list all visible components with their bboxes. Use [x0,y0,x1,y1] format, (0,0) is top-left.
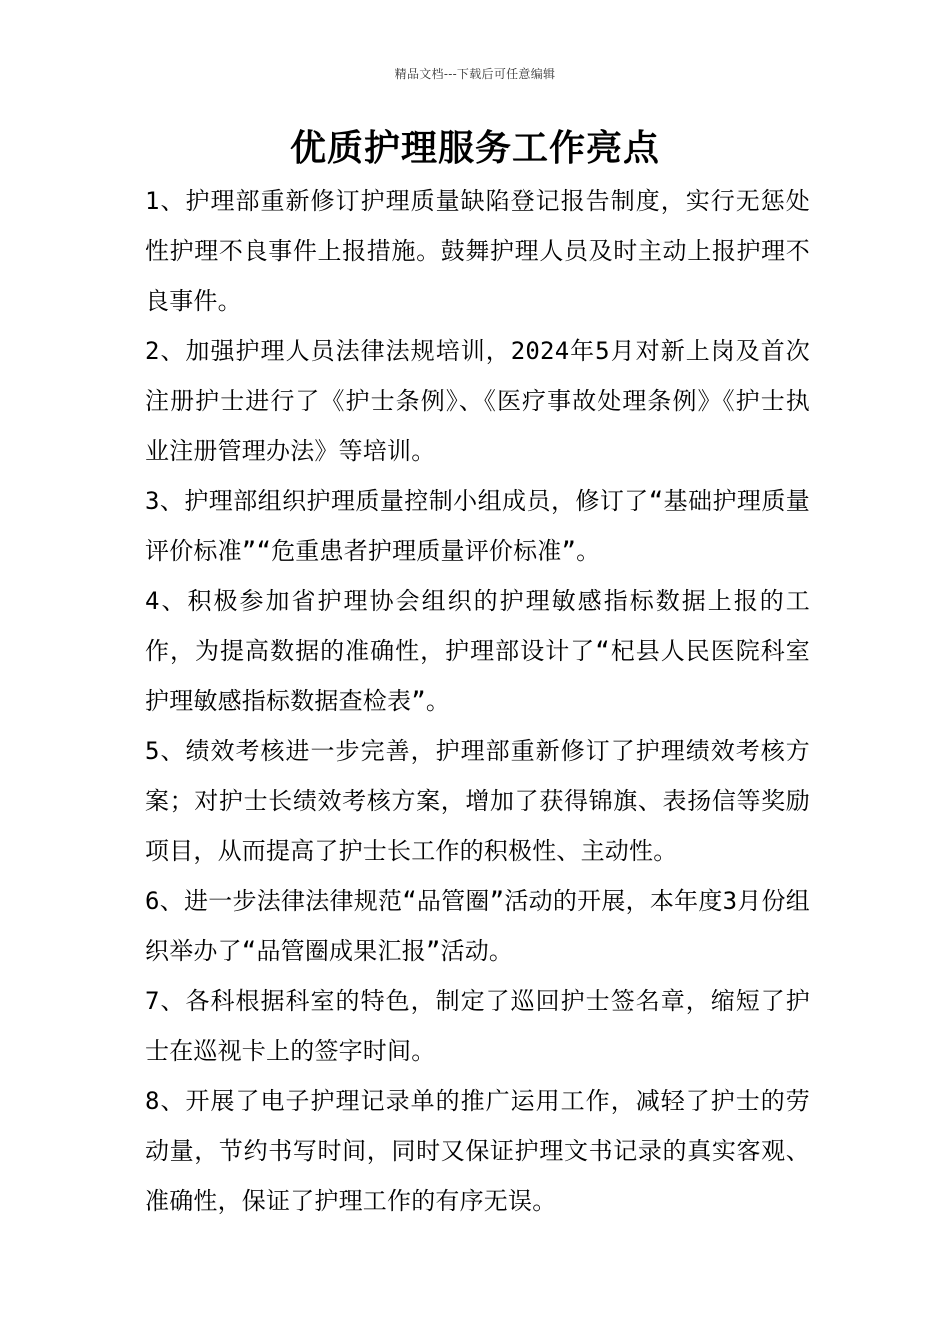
page-header: 精品文档---下载后可任意编辑 [394,67,556,81]
page-title: 优质护理服务工作亮点 [289,127,660,169]
list-item: 5、绩效考核进一步完善，护理部重新修订了护理绩效考核方案；对护士长绩效考核方案，增加了获得锦旗、表扬信等奖励项目，从而提高了护士长工作的积极性、主动性。 [145,737,810,865]
list-item: 3、护理部组织护理质量控制小组成员，修订了“基础护理质量评价标准”“危重患者护理质量评价标准”。 [145,487,810,565]
list-item: 1、护理部重新修订护理质量缺陷登记报告制度，实行无惩处性护理不良事件上报措施。鼓舞护理人员及时主动上报护理不良事件。 [145,187,810,315]
list-item: 2、加强护理人员法律法规培训，2024年5月对新上岗及首次注册护士进行了《护士条例》、《医疗事故处理条例》《护士执业注册管理办法》等培训。 [145,337,810,465]
list-item: 7、各科根据科室的特色，制定了巡回护士签名章，缩短了护士在巡视卡上的签字时间。 [145,987,810,1065]
document-body [145,176,810,1226]
list-item: 8、开展了电子护理记录单的推广运用工作，减轻了护士的劳动量，节约书写时间，同时又保证护理文书记录的真实客观、准确性，保证了护理工作的有序无误。 [145,1087,810,1215]
list-item: 6、进一步法律法律规范“品管圈”活动的开展，本年度3月份组织举办了“品管圈成果汇报”活动。 [145,887,810,965]
list-item: 4、积极参加省护理协会组织的护理敏感指标数据上报的工作，为提高数据的准确性，护理部设计了“杞县人民医院科室护理敏感指标数据查检表”。 [145,587,810,715]
